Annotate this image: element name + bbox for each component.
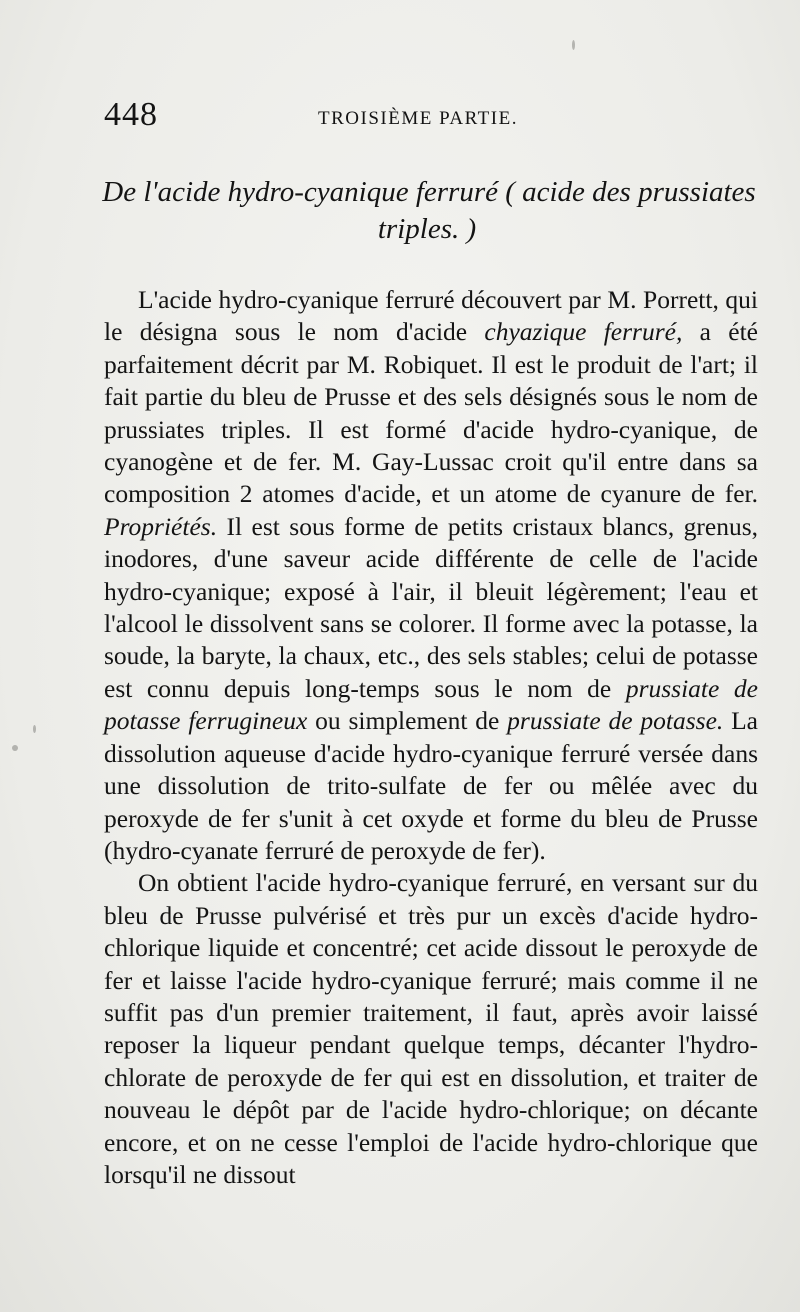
text-segment: On obtient l'acide hydro-cyanique ferruré, en versant sur du bleu de Prusse pulvérisé et très pur un excès d'acide hydro-chlorique liquide et concentré; cet acide dissout le peroxyde de fer et laisse l'acide hydro-cyanique ferruré; mais comme il ne suffit pas d'un premier traitement, il faut, après avoir laissé reposer la liqueur pendant quelque temps, décanter l'hydro-chlorate de peroxyde de fer qui est en dissolution, et traiter de nouveau le dépôt par de l'acide hydro-chlorique; on décante encore, et on ne cesse l'emploi de l'acide hydro-chlorique que lorsqu'il ne dissout: [104, 868, 758, 1189]
scan-speck: [33, 725, 36, 733]
text-segment: La dissolution aqueuse d'acide hydro-cyanique ferruré versée dans une dissolution de trito-sulfate de fer ou mêlée avec du peroxyde de fer s'unit à cet oxyde et forme du bleu de Prusse (hydro-cyanate ferruré de peroxyde de fer).: [104, 706, 758, 865]
scan-speck: [12, 745, 18, 751]
paragraph: [104, 284, 758, 867]
body-text: [104, 284, 758, 1191]
section-title: De l'acide hydro-cyanique ferruré ( acide des prussiates triples. ): [102, 176, 756, 245]
running-head: TROISIÈME PARTIE.: [318, 108, 518, 129]
page-header: [104, 96, 764, 146]
italic-text: chyazique ferruré,: [484, 317, 683, 347]
text-segment: ou simplement de: [307, 706, 508, 736]
text-segment: a été parfaitement décrit par M. Robiquet. Il est le produit de l'art; il fait partie du bleu de Prusse et des sels désignés sous le nom de prussiates triples. Il est formé d'acide hydro-cyanique, de cyanogène et de fer. M. Gay-Lussac croit qu'il entre dans sa composition 2 atomes d'acide, et un atome de cyanure de fer.: [104, 317, 758, 509]
page-number: 448: [104, 96, 158, 133]
italic-text: prussiate de potasse ferrugineux: [104, 673, 758, 736]
italic-text: Propriétés.: [104, 511, 218, 541]
italic-text: prussiate de potasse.: [507, 706, 724, 736]
paragraph: [104, 867, 758, 1191]
text-segment: L'acide hydro-cyanique ferruré découvert par M. Porrett, qui le désigna sous le nom d'acide: [104, 285, 758, 347]
text-segment: Il est sous forme de petits cristaux blancs, grenus, inodores, d'une saveur acide différente de celle de l'acide hydro-cyanique; exposé à l'air, il bleuit légèrement; l'eau et l'alcool le dissolvent sans se colorer. Il forme avec la potasse, la soude, la baryte, la chaux, etc., des sels stables; celui de potasse est connu depuis long-temps sous le nom de: [104, 511, 758, 703]
scan-speck: [572, 40, 575, 50]
